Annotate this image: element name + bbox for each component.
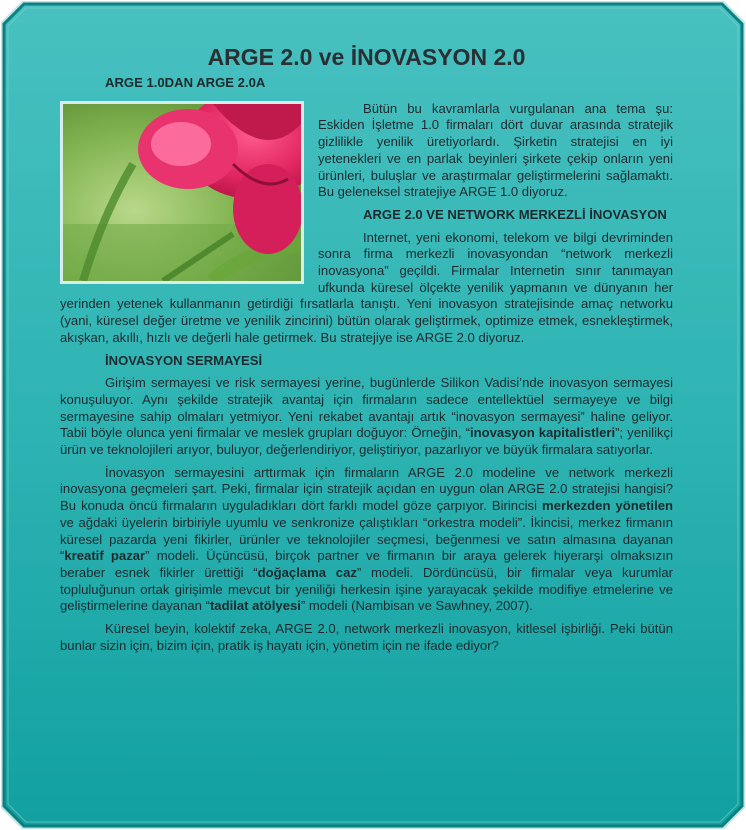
section-heading-arge-1: ARGE 1.0DAN ARGE 2.0A bbox=[105, 75, 266, 90]
p4-text-3: ” modeli. Üçüncüsü, birçok partner ve firmanın bir araya gelerek hiyerarşi olmaksızın beraber esnek fikirler ürettiği “ bbox=[60, 548, 673, 580]
paragraph-5: Küresel beyin, kolektif zeka, ARGE 2.0, network merkezli inovasyon, kitlesel işbirliği. Peki bütün bunlar sizin için, bizim için, pratik iş hayatı için, yönetim için ne ifade ediyor? bbox=[60, 621, 673, 653]
section-heading-inovasyon-sermayesi: İNOVASYON SERMAYESİ bbox=[105, 352, 263, 368]
paragraph-3 bbox=[60, 375, 673, 459]
article bbox=[60, 42, 673, 661]
p4-bold-3: doğaçlama caz bbox=[257, 564, 357, 580]
paragraph-3-text-a: Girişim sermayesi ve risk sermayesi yerine, bugünlerde Silikon Vadisi’nde inovasyon sermayesi konuşuluyor. Aynı şekilde stratejik avantaj için firmaların sadece entellektüel sermayeye ve bilgi sermayesine sahip olmaları yetmiyor. Yeni rekabet avantajı artık “inovasyon sermayesi” haline geliyor. Tabii böyle olunca yeni firmalar ve meslek grupları doğuyor: Örneğin, “ bbox=[60, 375, 673, 441]
paragraph-2: Internet, yeni ekonomi, telekom ve bilgi devriminden sonra firma merkezli inovasyondan “network merkezli inovasyona” geçildi. Firmalar Internetin sınır tanımayan ufkunda küresel ölçekte yenilik yapmanın ve dünyanın her yerinden yetenek kullanmanın getirdiği fırsatlarla tanıştı. Yeni inovasyon stratejisinde amaç networku (yani, küresel değer üretme ve yenilik zincirini) bütün olarak geliştirmek, optimize etmek, esnekleştirmek, akışkan, akıllı, hızlı ve değerli hale getirmek. Bu stratejiye ise ARGE 2.0 diyoruz. bbox=[60, 229, 673, 345]
p4-text-2: ve ağdaki üyelerin birbiriyle uyumlu ve senkronize çalıştıkları “orkestra modeli”. İkincisi, merkez firmanın küresel pazarda yeni fikirler, ürünler ve teknolojiler seçmesi, beğenmesi ve satın almasına dayanan “ bbox=[60, 514, 673, 564]
section-heading-arge-2: ARGE 2.0 VE NETWORK MERKEZLİ İNOVASYON bbox=[363, 206, 667, 222]
p4-bold-4: tadilat atölyesi bbox=[209, 598, 301, 614]
page-title: ARGE 2.0 ve İNOVASYON 2.0 bbox=[207, 44, 526, 70]
paragraph-3-bold: inovasyon kapitalistleri bbox=[469, 425, 616, 441]
p4-text-1: İnovasyon sermayesini arttırmak için firmaların ARGE 2.0 modeline ve network merkezli inovasyona geçmeleri şart. Peki, firmalar için stratejik açıdan en uygun olan ARGE 2.0 stratejisi hangisi? Bu konuda öncü firmaların uyguladıkları dört farklı model göze çarpıyor. Birincisi bbox=[60, 464, 673, 514]
p4-text-4: ” modeli. Dördüncüsü, bir firmalar veya kurumlar topluluğunun ortak girişimle mevcut bir yeniliği herkesin işine yarayacak şekilde modifiye etmelerine ve geliştirmelerine dayanan “ bbox=[60, 564, 673, 614]
p4-bold-1: merkezden yönetilen bbox=[542, 498, 673, 514]
rose-photo bbox=[60, 101, 304, 284]
paragraph-4 bbox=[60, 465, 673, 615]
paragraph-1: Bütün bu kavramlarla vurgulanan ana tema şu: Eskiden İşletme 1.0 firmaları dört duvar arasında stratejik gizlilikle yenilik üretiyorlardı. Şirketin stratejisi en iyi yetenekleri ve en parlak beyinleri şirkete çekip onların yeni ürünleri, buluşlar ve araştırmalar geliştirmelerini sağlamaktı. Bu geleneksel stratejiye ARGE 1.0 diyoruz. bbox=[318, 100, 673, 200]
p4-text-5: ” modeli (Nambisan ve Sawhney, 2007). bbox=[300, 598, 533, 614]
p4-bold-2: kreatif pazar bbox=[64, 548, 146, 564]
paragraph-3-text-b: ”; yenilikçi ürün ve teknolojileri arıyor, buluyor, değerlendiriyor, geliştiriyor, pazarlıyor ve büyük firmalara satıyorlar. bbox=[60, 425, 674, 458]
